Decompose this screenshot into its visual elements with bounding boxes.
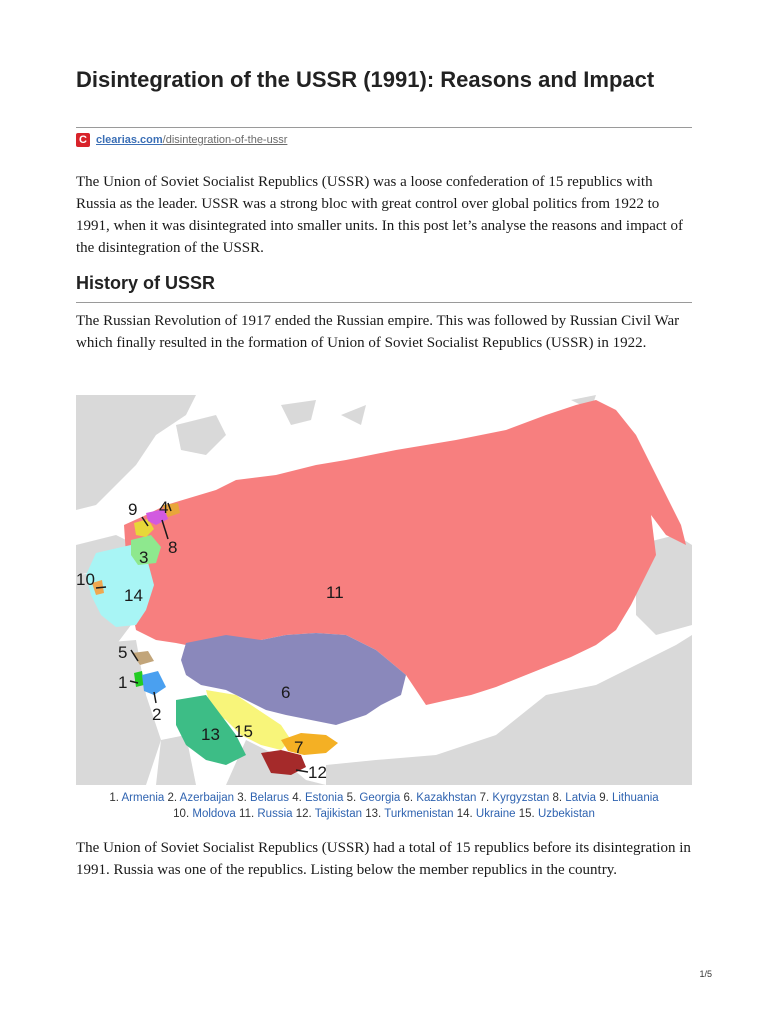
legend-line-1: 1. Armenia 2. Azerbaijan 3. Belarus 4. Estonia 5. Georgia 6. Kazakhstan 7. Kyrgyzstan 8. Latvia 9. Lithuania [109, 792, 659, 804]
page-number: 1/5 [699, 969, 712, 979]
legend-link-azerbaijan[interactable]: Azerbaijan [179, 792, 235, 804]
map-label-8: 8 [168, 538, 178, 557]
legend-link-tajikistan[interactable]: Tajikistan [314, 808, 363, 820]
map-label-7: 7 [294, 738, 304, 757]
map-label-13: 13 [201, 725, 220, 744]
map-label-3: 3 [139, 548, 149, 567]
legend-link-turkmenistan[interactable]: Turkmenistan [384, 808, 454, 820]
map-label-6: 6 [281, 683, 291, 702]
map-label-10: 10 [76, 570, 95, 589]
map-label-14: 14 [124, 586, 143, 605]
legend-link-georgia[interactable]: Georgia [359, 792, 401, 804]
ussr-republics-map [76, 395, 692, 785]
after-map-paragraph: The Union of Soviet Socialist Republics (USSR) had a total of 15 republics before its disintegration in 1991. Russia was one of the republics. Listing below the member republics in the country. [76, 840, 691, 878]
history-paragraph: The Russian Revolution of 1917 ended the Russian empire. This was followed by Russian Civil War which finally resulted in the formation of Union of Soviet Socialist Republics (USSR) in 1922. [76, 313, 680, 351]
article-title: Disintegration of the USSR (1991): Reasons and Impact [76, 67, 655, 92]
source-domain[interactable]: clearias.com [96, 134, 163, 146]
legend-link-latvia[interactable]: Latvia [565, 792, 596, 804]
map-label-11: 11 [326, 583, 344, 602]
map-label-4: 4 [159, 498, 169, 517]
title-divider [76, 127, 692, 128]
map-label-5: 5 [118, 643, 128, 662]
legend-line-2: 10. Moldova 11. Russia 12. Tajikistan 13. Turkmenistan 14. Ukraine 15. Uzbekistan [173, 808, 595, 820]
section-heading: History of USSR [76, 273, 216, 293]
map-legend [76, 790, 692, 822]
legend-link-ukraine[interactable]: Ukraine [475, 808, 516, 820]
legend-link-lithuania[interactable]: Lithuania [611, 792, 659, 804]
legend-link-russia[interactable]: Russia [257, 808, 293, 820]
clearias-logo-icon: C [76, 133, 90, 147]
legend-link-belarus[interactable]: Belarus [250, 792, 290, 804]
map-label-9: 9 [128, 500, 138, 519]
map-label-1: 1 [118, 673, 128, 692]
legend-link-estonia[interactable]: Estonia [305, 792, 344, 804]
section-divider [76, 302, 692, 303]
legend-link-moldova[interactable]: Moldova [192, 808, 236, 820]
intro-paragraph: The Union of Soviet Socialist Republics (USSR) was a loose confederation of 15 republics with Russia as the leader. USSR was a strong bloc with great control over global politics from 1922 to 1991, when it was disintegrated into smaller units. In this post let’s analyse the reasons and impact of the disintegration of the USSR. [76, 174, 683, 256]
legend-link-kyrgyzstan[interactable]: Kyrgyzstan [492, 792, 550, 804]
legend-link-armenia[interactable]: Armenia [121, 792, 165, 804]
source-path[interactable]: /disintegration-of-the-ussr [162, 134, 288, 146]
map-label-2: 2 [152, 705, 162, 724]
legend-link-uzbekistan[interactable]: Uzbekistan [537, 808, 595, 820]
legend-link-kazakhstan[interactable]: Kazakhstan [416, 792, 477, 804]
source-link[interactable] [76, 132, 287, 148]
map-label-15: 15 [234, 722, 253, 741]
map-label-12: 12 [308, 763, 327, 782]
